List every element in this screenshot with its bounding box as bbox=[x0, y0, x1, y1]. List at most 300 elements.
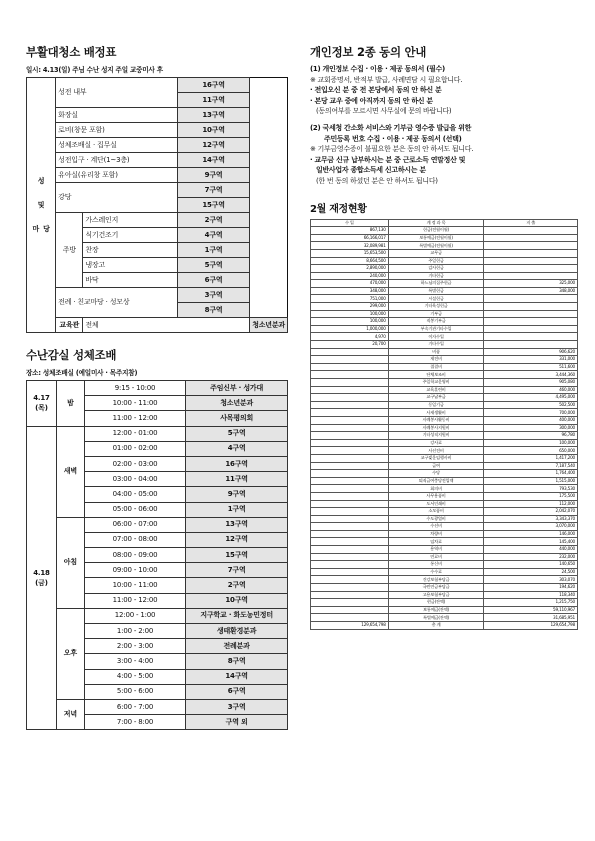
assigned-group: 9구역 bbox=[186, 487, 288, 502]
finance-row bbox=[311, 462, 578, 470]
time-slot: 6:00 - 7:00 bbox=[84, 699, 185, 714]
finance-income bbox=[311, 356, 389, 364]
finance-account: 하느님의집주헌금 bbox=[388, 280, 484, 288]
finance-income: 1,000,000 bbox=[311, 325, 389, 333]
period-dawn: 새벽 bbox=[56, 426, 84, 517]
finance-account: 단체보조비 bbox=[388, 371, 484, 379]
finance-expense: 145,400 bbox=[484, 538, 578, 546]
finance-income: 15,653,500 bbox=[311, 249, 389, 257]
assigned-group: 2구역 bbox=[186, 578, 288, 593]
assigned-group: 사목평의회 bbox=[186, 411, 288, 426]
time-slot: 9:15 - 10:00 bbox=[84, 381, 185, 396]
finance-table bbox=[310, 219, 578, 630]
finance-income bbox=[311, 508, 389, 516]
finance-expense bbox=[484, 242, 578, 250]
finance-income: 20,700 bbox=[311, 341, 389, 349]
assigned-group: 8구역 bbox=[186, 654, 288, 669]
finance-row bbox=[311, 599, 578, 607]
privacy-section-2-heading-cont: 주민등록 번호 수집 · 이용 · 제공 동의서 (선택) bbox=[324, 134, 462, 143]
assigned-group: 4구역 bbox=[186, 441, 288, 456]
finance-row bbox=[311, 553, 578, 561]
finance-income bbox=[311, 515, 389, 523]
privacy-note: (한 번 동의 하셨던 분은 안 하셔도 됩니다) bbox=[316, 176, 438, 185]
time-slot: 3:00 - 4:00 bbox=[84, 654, 185, 669]
finance-account: 통신비 bbox=[388, 561, 484, 569]
finance-expense: 511,600 bbox=[484, 363, 578, 371]
finance-row bbox=[311, 500, 578, 508]
finance-row bbox=[311, 447, 578, 455]
finance-expense bbox=[484, 272, 578, 280]
assigned-group: 6구역 bbox=[186, 684, 288, 699]
assignment-title: 부활대청소 배정표 bbox=[26, 45, 117, 59]
kitchen-label: 주방 bbox=[56, 213, 83, 288]
day-thursday: 4.17 (목) bbox=[27, 381, 57, 427]
privacy-section-1-heading: (1) 개인정보 수집 · 이용 · 제공 동의서 (필수) bbox=[310, 65, 445, 73]
finance-income: 240,000 bbox=[311, 272, 389, 280]
time-slot: 06:00 - 07:00 bbox=[84, 517, 185, 532]
finance-expense bbox=[484, 325, 578, 333]
area-label: 강당 bbox=[56, 183, 178, 213]
finance-income bbox=[311, 439, 389, 447]
area-value: 청소년분과 bbox=[250, 318, 288, 333]
finance-account: 특별헌금 bbox=[388, 287, 484, 295]
time-slot: 05:00 - 06:00 bbox=[84, 502, 185, 517]
finance-expense: 1,764,400 bbox=[484, 470, 578, 478]
finance-row bbox=[311, 492, 578, 500]
finance-row bbox=[311, 348, 578, 356]
finance-account: 총 계 bbox=[388, 622, 484, 630]
assigned-group: 3구역 bbox=[186, 699, 288, 714]
finance-expense: 24,500 bbox=[484, 568, 578, 576]
finance-account: 특별예금(전월이월) bbox=[388, 242, 484, 250]
time-slot: 01:00 - 02:00 bbox=[84, 441, 185, 456]
assignment-date: 일시: 4.13(일) 주님 수난 성지 주일 교중미사 후 bbox=[26, 66, 163, 74]
finance-expense: 650,000 bbox=[484, 447, 578, 455]
finance-row bbox=[311, 227, 578, 235]
finance-account: 현금(잔액) bbox=[388, 599, 484, 607]
finance-row bbox=[311, 249, 578, 257]
privacy-bullet-cont: 일반사업자 종합소득세 신고하시는 분 bbox=[316, 166, 426, 175]
finance-expense: 1,215,750 bbox=[484, 599, 578, 607]
finance-expense bbox=[484, 257, 578, 265]
finance-expense: 348,000 bbox=[484, 287, 578, 295]
finance-expense: 3,070,000 bbox=[484, 523, 578, 531]
finance-account: 교구빚운임행사비 bbox=[388, 454, 484, 462]
finance-income: 2,890,000 bbox=[311, 265, 389, 273]
time-slot: 2:00 - 3:00 bbox=[84, 639, 185, 654]
area-value: 4구역 bbox=[177, 228, 249, 243]
time-slot: 12:00 - 01:00 bbox=[84, 426, 185, 441]
time-slot: 7:00 - 8:00 bbox=[84, 715, 185, 730]
finance-row bbox=[311, 401, 578, 409]
finance-row bbox=[311, 454, 578, 462]
finance-row bbox=[311, 424, 578, 432]
finance-income bbox=[311, 576, 389, 584]
finance-row bbox=[311, 310, 578, 318]
finance-row bbox=[311, 530, 578, 538]
assigned-group: 16구역 bbox=[186, 456, 288, 471]
finance-account: 사제생활비 bbox=[388, 409, 484, 417]
finance-expense: 905,080 bbox=[484, 379, 578, 387]
area-value: 16구역 bbox=[177, 78, 249, 93]
finance-account: 감사헌금 bbox=[388, 265, 484, 273]
finance-expense bbox=[484, 249, 578, 257]
finance-account: 헌금(전월이월) bbox=[388, 227, 484, 235]
finance-row bbox=[311, 614, 578, 622]
finance-account: 교무금 bbox=[388, 249, 484, 257]
right-column bbox=[310, 44, 578, 630]
time-slot: 11:00 - 12:00 bbox=[84, 411, 185, 426]
finance-account: 고용보험부담금 bbox=[388, 591, 484, 599]
finance-income bbox=[311, 424, 389, 432]
finance-income: 66,166,017 bbox=[311, 234, 389, 242]
area-label: 성체조배실 · 집무실 bbox=[56, 138, 178, 153]
finance-expense bbox=[484, 295, 578, 303]
finance-row bbox=[311, 379, 578, 387]
finance-expense bbox=[484, 234, 578, 242]
finance-row bbox=[311, 477, 578, 485]
assigned-group: 1구역 bbox=[186, 502, 288, 517]
finance-expense bbox=[484, 310, 578, 318]
finance-account: 시설헌금 bbox=[388, 295, 484, 303]
finance-income bbox=[311, 561, 389, 569]
finance-account: 사례봉사지원비 bbox=[388, 424, 484, 432]
day-friday: 4.18 (금) bbox=[27, 426, 57, 730]
finance-row bbox=[311, 325, 578, 333]
finance-expense: 175,500 bbox=[484, 492, 578, 500]
area-value: 6구역 bbox=[177, 273, 249, 288]
finance-income bbox=[311, 614, 389, 622]
finance-row bbox=[311, 295, 578, 303]
period-night: 밤 bbox=[56, 381, 84, 427]
finance-income: 348,000 bbox=[311, 287, 389, 295]
privacy-note: ※ 교회증명서, 반적부 발급, 사례면담 시 필요합니다. bbox=[310, 75, 463, 84]
finance-expense bbox=[484, 333, 578, 341]
finance-expense: 59,110,967 bbox=[484, 606, 578, 614]
finance-income: 32,089,981 bbox=[311, 242, 389, 250]
finance-expense: 129,654,798 bbox=[484, 622, 578, 630]
assigned-group: 10구역 bbox=[186, 593, 288, 608]
finance-income: 8,664,500 bbox=[311, 257, 389, 265]
finance-expense bbox=[484, 227, 578, 235]
privacy-note: (동의여부를 모르시면 사무실에 문의 바랍니다) bbox=[316, 107, 452, 116]
finance-income bbox=[311, 401, 389, 409]
finance-account: 교구납부금 bbox=[388, 394, 484, 402]
finance-account: 급여 bbox=[388, 462, 484, 470]
finance-row bbox=[311, 363, 578, 371]
finance-income: 100,000 bbox=[311, 310, 389, 318]
finance-account: 보통예금(전월이월) bbox=[388, 234, 484, 242]
finance-income bbox=[311, 348, 389, 356]
finance-row bbox=[311, 416, 578, 424]
area-value: 15구역 bbox=[177, 198, 249, 213]
finance-row bbox=[311, 234, 578, 242]
finance-title: 2월 재정현황 bbox=[310, 203, 367, 215]
finance-income bbox=[311, 432, 389, 440]
finance-income bbox=[311, 454, 389, 462]
finance-income bbox=[311, 606, 389, 614]
finance-income bbox=[311, 546, 389, 554]
area-value: 1구역 bbox=[177, 243, 249, 258]
finance-expense bbox=[484, 303, 578, 311]
finance-header-expense: 지 출 bbox=[484, 219, 578, 227]
finance-account: 사선전비 bbox=[388, 447, 484, 455]
area-label: 유아실(유리창 포함) bbox=[56, 168, 178, 183]
finance-expense: 4,495,000 bbox=[484, 394, 578, 402]
finance-row bbox=[311, 622, 578, 630]
finance-account: 기타수입 bbox=[388, 341, 484, 349]
area-label: 식기건조기 bbox=[83, 228, 178, 243]
finance-income bbox=[311, 568, 389, 576]
finance-income: 470,000 bbox=[311, 280, 389, 288]
area-label: 화장실 bbox=[56, 108, 178, 123]
area-value: 7구역 bbox=[177, 183, 249, 198]
finance-expense: 300,000 bbox=[484, 424, 578, 432]
finance-header-income: 수 입 bbox=[311, 219, 389, 227]
finance-row bbox=[311, 546, 578, 554]
assigned-group: 12구역 bbox=[186, 532, 288, 547]
finance-expense: 96,780 bbox=[484, 432, 578, 440]
finance-row bbox=[311, 341, 578, 349]
assigned-group: 11구역 bbox=[186, 472, 288, 487]
finance-expense: 331,000 bbox=[484, 356, 578, 364]
group-sanctuary-yard: 성 및 마 당 bbox=[27, 78, 56, 333]
finance-income bbox=[311, 447, 389, 455]
finance-income bbox=[311, 599, 389, 607]
finance-row bbox=[311, 523, 578, 531]
finance-row bbox=[311, 257, 578, 265]
area-label: 전체 bbox=[83, 318, 250, 333]
finance-row bbox=[311, 470, 578, 478]
time-slot: 1:00 - 2:00 bbox=[84, 624, 185, 639]
area-label: 가스레인지 bbox=[83, 213, 178, 228]
finance-income bbox=[311, 409, 389, 417]
finance-income bbox=[311, 500, 389, 508]
finance-income bbox=[311, 530, 389, 538]
area-value: 8구역 bbox=[177, 303, 249, 318]
finance-account: 특별예금(잔액) bbox=[388, 614, 484, 622]
privacy-bullet: · 교무금 신규 납부하시는 분 중 근로소득 연말정산 및 bbox=[310, 155, 466, 164]
assigned-group: 5구역 bbox=[186, 426, 288, 441]
finance-expense: 400,000 bbox=[484, 416, 578, 424]
area-label: 바닥 bbox=[83, 273, 178, 288]
finance-expense: 31,685,951 bbox=[484, 614, 578, 622]
finance-income bbox=[311, 485, 389, 493]
finance-account: 기타헌금 bbox=[388, 272, 484, 280]
finance-header-account: 계 정 과 목 bbox=[388, 219, 484, 227]
finance-expense: 118,340 bbox=[484, 591, 578, 599]
finance-row bbox=[311, 568, 578, 576]
finance-expense: 232,000 bbox=[484, 553, 578, 561]
finance-account: 기타육성헌금 bbox=[388, 303, 484, 311]
finance-expense: 194,620 bbox=[484, 584, 578, 592]
finance-account: 접결비 bbox=[388, 363, 484, 371]
finance-income bbox=[311, 477, 389, 485]
area-value: 3구역 bbox=[177, 288, 249, 303]
privacy-bullet: · 전입오신 분 중 전 본당에서 동의 안 하신 분 bbox=[310, 86, 442, 95]
finance-expense: 502,500 bbox=[484, 401, 578, 409]
period-morning: 아침 bbox=[56, 517, 84, 608]
finance-expense: 325,000 bbox=[484, 280, 578, 288]
finance-account: 수선비 bbox=[388, 523, 484, 531]
finance-expense: 460,000 bbox=[484, 386, 578, 394]
finance-account: 수수료 bbox=[388, 568, 484, 576]
time-slot: 10:00 - 11:00 bbox=[84, 396, 185, 411]
finance-row bbox=[311, 485, 578, 493]
finance-account: 이자수입 bbox=[388, 333, 484, 341]
assigned-group: 주임신부 · 성가대 bbox=[186, 381, 288, 396]
assigned-group: 전례분과 bbox=[186, 639, 288, 654]
finance-expense bbox=[484, 318, 578, 326]
finance-income bbox=[311, 523, 389, 531]
finance-expense: 303,070 bbox=[484, 576, 578, 584]
finance-row bbox=[311, 409, 578, 417]
finance-expense: 3,444,360 bbox=[484, 371, 578, 379]
finance-expense: 112,000 bbox=[484, 500, 578, 508]
privacy-bullet: · 본당 교우 중에 아직까지 동의 안 하신 분 bbox=[310, 96, 433, 105]
privacy-note: ※ 기부금영수증이 불필요한 분은 동의 안 하셔도 됩니다. bbox=[310, 145, 474, 154]
assigned-group: 생태환경분과 bbox=[186, 624, 288, 639]
finance-expense: 906,620 bbox=[484, 348, 578, 356]
finance-account: 주일헌금 bbox=[388, 257, 484, 265]
finance-income bbox=[311, 363, 389, 371]
finance-account: 차량비 bbox=[388, 530, 484, 538]
finance-row bbox=[311, 394, 578, 402]
finance-account: 기부금 bbox=[388, 310, 484, 318]
finance-expense: 3,343,370 bbox=[484, 515, 578, 523]
area-label: 냉장고 bbox=[83, 258, 178, 273]
finance-row bbox=[311, 508, 578, 516]
finance-account: 교육훈련비 bbox=[388, 386, 484, 394]
finance-expense bbox=[484, 265, 578, 273]
assigned-group: 15구역 bbox=[186, 548, 288, 563]
finance-row bbox=[311, 538, 578, 546]
area-value: 12구역 bbox=[177, 138, 249, 153]
finance-income: 4,970 bbox=[311, 333, 389, 341]
time-slot: 07:00 - 08:00 bbox=[84, 532, 185, 547]
finance-income bbox=[311, 591, 389, 599]
finance-row bbox=[311, 386, 578, 394]
finance-income bbox=[311, 379, 389, 387]
area-label: 로비(창문 포함) bbox=[56, 123, 178, 138]
time-slot: 04:00 - 05:00 bbox=[84, 487, 185, 502]
assigned-group: 14구역 bbox=[186, 669, 288, 684]
finance-income bbox=[311, 394, 389, 402]
finance-income bbox=[311, 470, 389, 478]
finance-account: 도서인쇄비 bbox=[388, 500, 484, 508]
finance-account: 용역비 bbox=[388, 546, 484, 554]
finance-income: 751,000 bbox=[311, 295, 389, 303]
vigil-place: 장소: 성체조배실 (예일미사 · 목주지참) bbox=[26, 369, 138, 377]
area-value: 11구역 bbox=[177, 93, 249, 108]
finance-expense: 700,000 bbox=[484, 409, 578, 417]
finance-expense: 1,417,200 bbox=[484, 454, 578, 462]
time-slot: 10:00 - 11:00 bbox=[84, 578, 185, 593]
assigned-group: 구역 외 bbox=[186, 715, 288, 730]
privacy-section-2-heading: (2) 국세청 간소화 서비스와 기부금 영수증 발급을 위한 bbox=[310, 123, 472, 132]
finance-income: 299,000 bbox=[311, 303, 389, 311]
finance-account: 사무용품비 bbox=[388, 492, 484, 500]
finance-account: 퇴직급여충당전입액 bbox=[388, 477, 484, 485]
finance-row bbox=[311, 432, 578, 440]
group-education-hall: 교육관 bbox=[56, 318, 83, 333]
finance-expense: 140,650 bbox=[484, 561, 578, 569]
finance-row bbox=[311, 272, 578, 280]
finance-expense bbox=[484, 341, 578, 349]
finance-expense: 146,000 bbox=[484, 530, 578, 538]
finance-expense: 2,042,070 bbox=[484, 508, 578, 516]
finance-account: 국민연금부담금 bbox=[388, 584, 484, 592]
finance-row bbox=[311, 591, 578, 599]
finance-income: 129,654,798 bbox=[311, 622, 389, 630]
cleaning-assignment-table bbox=[26, 77, 288, 333]
finance-account: 강사료 bbox=[388, 439, 484, 447]
finance-income bbox=[311, 538, 389, 546]
finance-account: 제전비 bbox=[388, 356, 484, 364]
finance-account: 직봉기부금 bbox=[388, 318, 484, 326]
privacy-title: 개인정보 2종 동의 안내 bbox=[310, 45, 427, 59]
area-value: 13구역 bbox=[177, 108, 249, 123]
finance-account: 소모품비 bbox=[388, 508, 484, 516]
adoration-schedule-table bbox=[26, 380, 288, 730]
finance-row bbox=[311, 606, 578, 614]
finance-row bbox=[311, 371, 578, 379]
finance-row bbox=[311, 318, 578, 326]
finance-income bbox=[311, 492, 389, 500]
finance-row bbox=[311, 265, 578, 273]
finance-income bbox=[311, 371, 389, 379]
finance-row bbox=[311, 439, 578, 447]
finance-account: 주일학교운영비 bbox=[388, 379, 484, 387]
period-evening: 저녁 bbox=[56, 699, 84, 729]
assigned-group: 13구역 bbox=[186, 517, 288, 532]
finance-income bbox=[311, 416, 389, 424]
finance-account: 건강보험부담금 bbox=[388, 576, 484, 584]
area-label: 성전입구 · 계단(1~3층) bbox=[56, 153, 178, 168]
finance-account: 기타성직지원비 bbox=[388, 432, 484, 440]
finance-expense: 7,187,540 bbox=[484, 462, 578, 470]
finance-account: 회의비 bbox=[388, 485, 484, 493]
area-label: 성전 내부 bbox=[56, 78, 178, 108]
finance-row bbox=[311, 280, 578, 288]
area-label: 전례 · 친교마당 · 성모상 bbox=[56, 288, 178, 318]
finance-account: 연료비 bbox=[388, 553, 484, 561]
left-column bbox=[26, 44, 288, 730]
finance-row bbox=[311, 356, 578, 364]
finance-account: 보통예금(잔액) bbox=[388, 606, 484, 614]
assigned-group: 지구학교 · 화도농민정터 bbox=[186, 608, 288, 623]
finance-row bbox=[311, 561, 578, 569]
finance-account: 부속기관기타수입 bbox=[388, 325, 484, 333]
area-label: 찬장 bbox=[83, 243, 178, 258]
time-slot: 03:00 - 04:00 bbox=[84, 472, 185, 487]
finance-row bbox=[311, 242, 578, 250]
time-slot: 4:00 - 5:00 bbox=[84, 669, 185, 684]
finance-income bbox=[311, 584, 389, 592]
area-value: 14구역 bbox=[177, 153, 249, 168]
finance-row bbox=[311, 333, 578, 341]
vigil-title: 수난감실 성체조배 bbox=[26, 348, 117, 362]
finance-income bbox=[311, 462, 389, 470]
time-slot: 5:00 - 6:00 bbox=[84, 684, 185, 699]
finance-expense: 440,000 bbox=[484, 546, 578, 554]
finance-row bbox=[311, 584, 578, 592]
finance-account: 사례봉사활동비 bbox=[388, 416, 484, 424]
time-slot: 09:00 - 10:00 bbox=[84, 563, 185, 578]
assigned-group: 7구역 bbox=[186, 563, 288, 578]
finance-expense: 1,515,000 bbox=[484, 477, 578, 485]
finance-expense: 793,530 bbox=[484, 485, 578, 493]
